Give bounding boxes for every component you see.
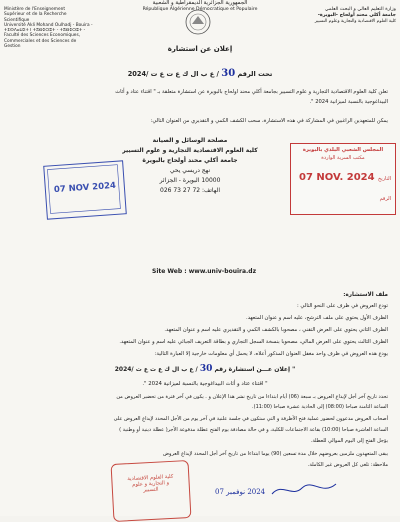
address-phone: 026 73 27 72 :الهاتف bbox=[160, 187, 220, 194]
republic-fr: République Algérienne Démocratique et Populaire bbox=[142, 6, 258, 12]
website-link[interactable]: Site Web : www.univ-bouira.dz bbox=[152, 268, 257, 275]
republic-ar: الجمهورية الجزائرية الديمقراطية و الشعبية bbox=[152, 0, 248, 6]
ref-handwritten: 30 bbox=[221, 68, 236, 79]
university-fr: Université Akli Mohand Oulhadj - Bouira - bbox=[4, 22, 93, 28]
file-line-1: تودع العروض في ظرف على النحو التالي : bbox=[297, 303, 388, 309]
file-line-5: يودع هذه العروض في ظرف واحد مغفل العنوان المذكور أعلاه، لا يحمل أي معلومات خارجية إلا العبارة التالية: bbox=[154, 351, 388, 357]
address-service: مصلحة الوسائل و الصيانة bbox=[152, 137, 228, 144]
faculty-fr: Faculté des Sciences Economiques, Commerciales et des Sciences de Gestion bbox=[4, 33, 81, 50]
signature-icon bbox=[270, 480, 340, 500]
registry-stamp-line1: المجلس الشعبي البلدي بالبويرة bbox=[302, 147, 384, 153]
quote-subject: " اقتناء عتاد و أثاث البيداغوجية بالنسبة لميزانية 2024 ". bbox=[142, 381, 268, 387]
round-stamp-line3: التسيير bbox=[143, 486, 159, 494]
address-faculty: كلية العلوم الاقتصادية التجارية و علوم التسيير bbox=[122, 147, 258, 154]
address-block bbox=[120, 136, 260, 196]
ministry-fr: Ministère de l'Enseignement Supérieur et de la Recherche Scientifique bbox=[4, 7, 67, 23]
file-line-3: الظرف الثاني يحتوي على العرض التقني ، مصحوبا بالكشف الكمي و التقديري عليه اسم و عنوان المتعهد. bbox=[164, 327, 388, 333]
address-university: جامعة أكلي محند أولحاج بالبويرة bbox=[142, 157, 238, 164]
faculty-round-stamp bbox=[111, 460, 192, 522]
ref-prefix: تحت الرقم bbox=[237, 70, 273, 78]
university-logo-icon bbox=[183, 8, 213, 36]
quote-title bbox=[110, 366, 300, 373]
quote-prefix: " إعلان عـــن استشارة رقم bbox=[214, 366, 296, 373]
address-city: 10000 البويرة - الجزائر bbox=[159, 177, 221, 184]
final-line-7: ملاحظة: تلغى كل العروض غير الكاملة. bbox=[307, 462, 388, 468]
quote-handwritten: 30 bbox=[199, 364, 213, 374]
reception-stamp bbox=[43, 160, 127, 219]
file-line-4: الظرف الثالث يحتوي على العرض المالي، مصحوبا بنسخة السجل التجاري و بطاقة التعريف الجبائي عليه اسم و عنوان المتعهد. bbox=[119, 339, 388, 345]
final-line-2: الساعة الثامنة صباحا (08:00) إلى الحادية عشرة صباحا (11:00). bbox=[252, 404, 388, 410]
final-line-1: تحدد تاريخ آخر أجل لإيداع العروض بـ سبعة (06) أيام ابتداءا من تاريخ نشر هذا الإعلان و . يكون في آخر فترة من تحضير العروض من bbox=[116, 394, 388, 400]
quote-suffix: / ع ب ال ك ع ت ع ت /2024 bbox=[114, 366, 198, 373]
letterhead-right bbox=[276, 7, 396, 25]
final-line-3: أصحاب العروض مدعوون لحضور عملية فتح الأظرفة و التي ستكون في جلسة علنية في آخر يوم من الأجل المحدد لإيداع العروض على bbox=[113, 416, 388, 422]
registry-number-label: الرقم bbox=[379, 196, 391, 202]
reception-date: 07 NOV 2024 bbox=[53, 180, 117, 196]
registry-stamp bbox=[290, 143, 396, 215]
tifinagh-text: ⵜⵉⵙⴷⴰⵡⵉⵜ ⵏ ⵜⵓⴱⵉⵔⴻⵜ - ⵜⵓⴱⵉⵔⴻⵜ - bbox=[4, 28, 86, 34]
announcement-title: إعلان عن استشارة bbox=[167, 45, 233, 53]
final-line-5: يؤجل الفتح إلى اليوم الموالي للعطلة. bbox=[310, 438, 388, 444]
registry-date-label: التاريخ bbox=[378, 176, 391, 182]
body-line-3: يمكن للمتعهدين الراغبين في المشاركة في هذه الاستشارة، سحب الكشف الكمي و التقديري من العنوان التالي: bbox=[150, 118, 388, 124]
university-ar: جامعة أكلي محند أولحاج -البويرة- bbox=[317, 13, 396, 18]
ref-suffix: / ع ب ال ك ع ت ع ت /2024 bbox=[127, 70, 219, 78]
final-line-6: يبقى المتعهدون ملزمين بعروضهم خلال مدة تسعين (90) يوما ابتداءا من تاريخ آخر أجل المحدد لإيداع العروض bbox=[162, 451, 388, 457]
round-stamp-line1: كلية العلوم الاقتصادية bbox=[127, 473, 174, 483]
address-street: نهج دريسي يحي bbox=[169, 167, 211, 174]
final-line-4: الساعة العاشرة صباحا (10:00) بقاعة الاجتماعات للكلية، و في حالة مصادفة يوم الفتح عطلة مدفوعة الأجر( عطلة دينية أو وطنية ) bbox=[119, 427, 388, 433]
faculty-ar: كلية العلوم الاقتصادية والتجارية وعلوم التسيير bbox=[314, 19, 396, 24]
ministry-ar: وزارة التعليم العالي و البحث العلمي bbox=[324, 7, 396, 12]
reference-line bbox=[110, 70, 290, 78]
registry-stamp-line2: مكتب السرية الواردة bbox=[321, 155, 365, 161]
registry-date: 07 NOV. 2024 bbox=[299, 172, 375, 183]
body-line-2: البيداغوجية بالنسبة لميزانية 2024 ". bbox=[309, 99, 388, 105]
letterhead-left bbox=[4, 7, 124, 49]
round-stamp-line2: و التجارية و علوم bbox=[132, 480, 170, 488]
signature-date: 2024 نوفمبر 07 bbox=[215, 488, 266, 496]
file-line-2: الظرف الأول يحتوي على ملف الترشح، عليه اسم و عنوان المتعهد. bbox=[246, 315, 388, 321]
body-line-1: تعلن كلية العلوم الاقتصادية التجارية و علوم التسيير بجامعة أكلي محند اولحاج بالبويرة عن استشارة متعلقة بـ " اقتناء عتاد و أثاث bbox=[115, 89, 388, 95]
file-header: ملف الاستشارة: bbox=[343, 292, 388, 298]
